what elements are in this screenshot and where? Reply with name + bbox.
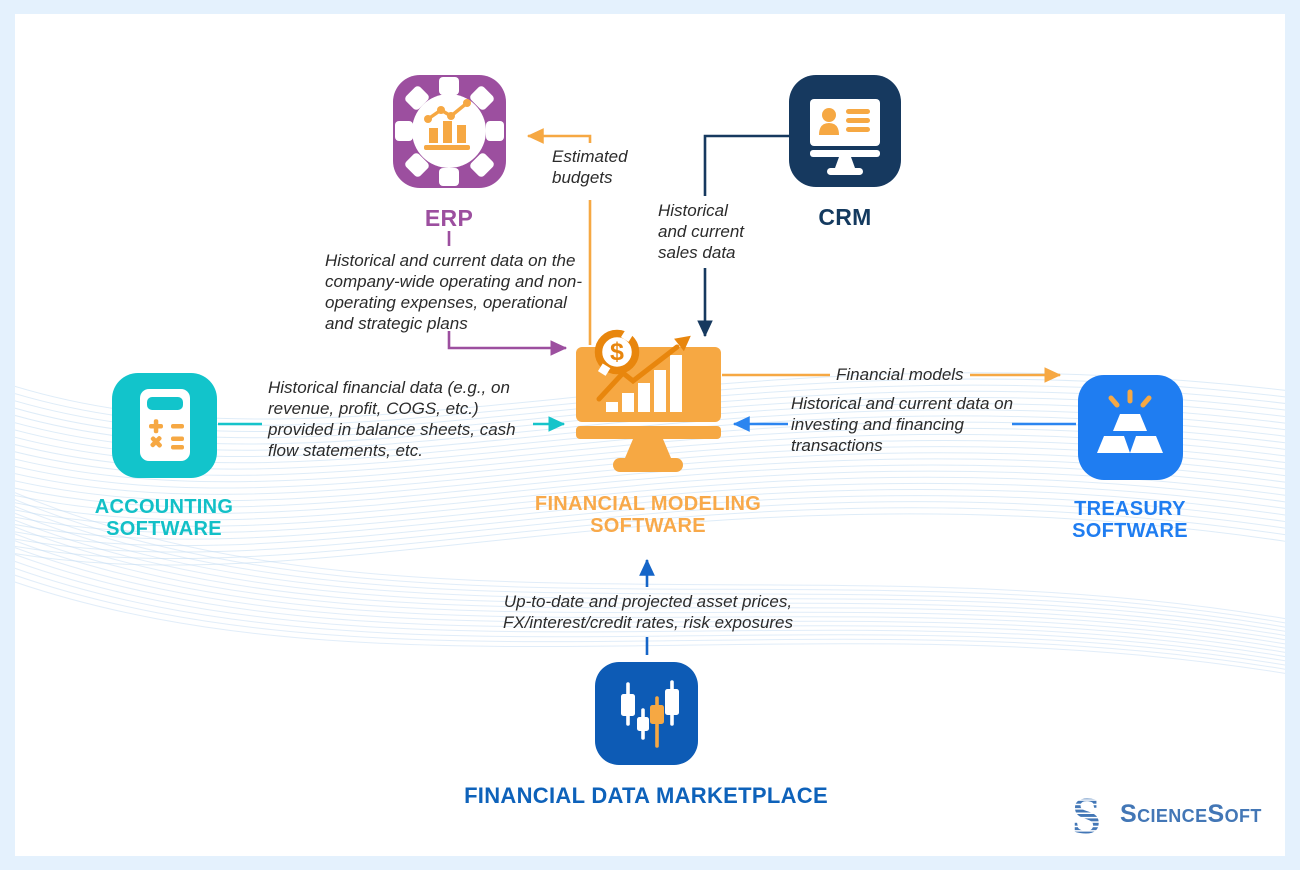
logo-text-rest2: OFT [1224, 805, 1262, 826]
node-crm [765, 75, 925, 231]
crm-label: CRM [818, 204, 872, 230]
treasury-software-icon [1078, 375, 1183, 480]
node-financial-modeling [498, 325, 798, 538]
financial-data-marketplace-label: FINANCIAL DATA MARKETPLACE [464, 783, 828, 808]
financial-modeling-software-icon [573, 325, 723, 475]
flow-label-marketplace-data: Up-to-date and projected asset prices, FX/interest/credit rates, risk exposures [502, 592, 794, 633]
sciencesoft-logo-mark [1072, 788, 1112, 845]
logo-text-s2: S [1207, 799, 1225, 828]
flow-label-treasury-data: Historical and current data on investing and financing transactions [791, 394, 1014, 456]
node-accounting [64, 373, 264, 541]
erp-icon [393, 75, 506, 188]
erp-label: ERP [424, 205, 474, 231]
logo-text-rest1: CIENCE [1137, 805, 1208, 826]
accounting-software-icon [112, 373, 217, 478]
flow-label-erp-data: Historical and current data on the company-wide operating and non-operating expenses, operational and strategic plans [325, 251, 583, 334]
financial-data-marketplace-icon [595, 662, 698, 765]
node-marketplace [446, 662, 846, 809]
sciencesoft-logo-text [1120, 800, 1262, 829]
flow-label-crm-data: Historical and current sales data [658, 201, 744, 263]
svg-text:S: S [1072, 788, 1101, 845]
sciencesoft-logo [1072, 788, 1262, 845]
treasury-software-label: TREASURY SOFTWARE [1072, 498, 1188, 543]
node-erp [369, 75, 529, 232]
logo-text-s1: S [1120, 799, 1138, 828]
accounting-software-label: ACCOUNTING SOFTWARE [94, 496, 234, 541]
financial-modeling-software-label: FINANCIAL MODELING SOFTWARE [534, 493, 762, 538]
node-treasury [1030, 375, 1230, 543]
svg-text:$: $ [610, 338, 624, 366]
flow-label-estimated-budgets: Estimated budgets [552, 147, 628, 188]
crm-icon [789, 75, 901, 187]
flow-label-financial-models: Financial models [836, 365, 964, 384]
flow-label-accounting-data: Historical financial data (e.g., on revenue, profit, COGS, etc.) provided in balance sheets, cash flow statements, etc. [268, 378, 516, 461]
